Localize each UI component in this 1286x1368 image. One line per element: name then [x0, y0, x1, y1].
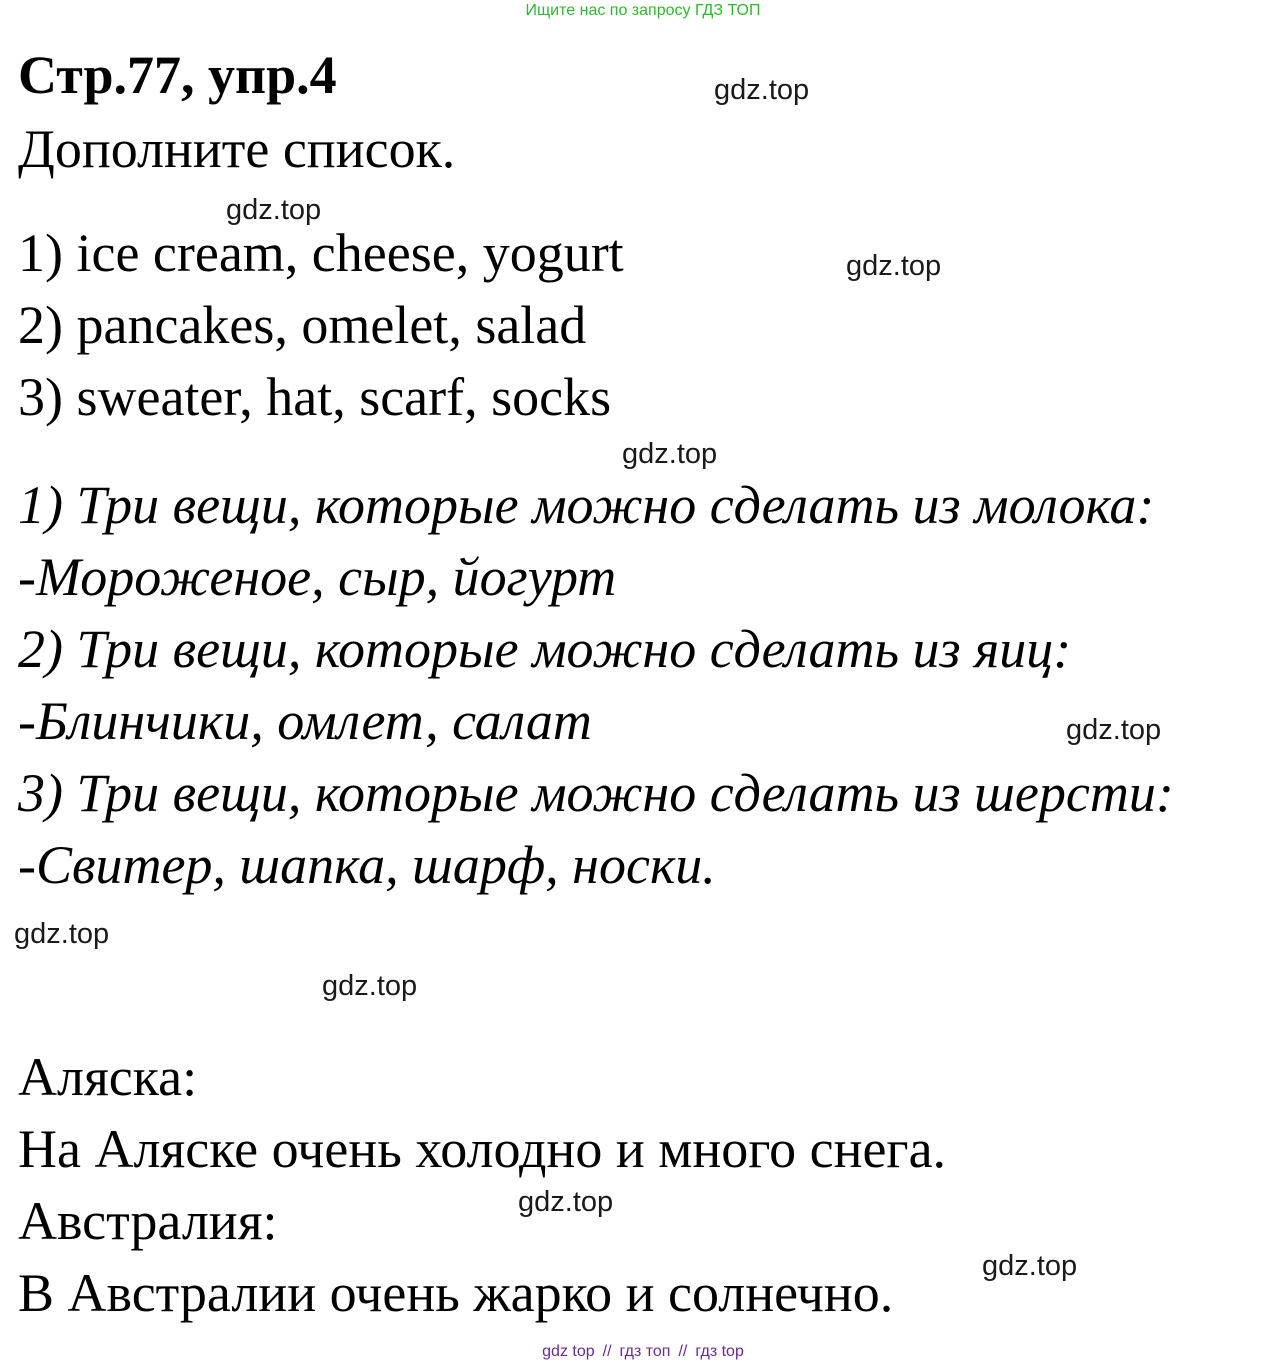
- watermark: gdz.top: [982, 1250, 1078, 1282]
- watermark: gdz.top: [622, 438, 718, 470]
- footer-separator: //: [678, 1343, 688, 1360]
- watermark: gdz.top: [846, 250, 942, 282]
- place-heading-alaska: Аляска:: [18, 1047, 198, 1107]
- english-list-item-2: 2) pancakes, omelet, salad: [18, 295, 587, 355]
- english-list-item-1: 1) ice cream, cheese, yogurt: [18, 223, 624, 283]
- english-list-item-3: 3) sweater, hat, scarf, socks: [18, 367, 612, 427]
- exercise-title: Стр.77, упр.4: [18, 45, 337, 105]
- footer-part-2: гдз топ: [619, 1343, 671, 1360]
- watermark: gdz.top: [714, 74, 810, 106]
- footer-separator: //: [602, 1343, 612, 1360]
- translation-line-5: 3) Три вещи, которые можно сделать из шерсти:: [18, 763, 1174, 823]
- place-text-alaska: На Аляске очень холодно и много снега.: [18, 1119, 947, 1179]
- top-banner: Ищите нас по запросу ГДЗ ТОП: [525, 2, 761, 19]
- watermark: gdz.top: [226, 194, 322, 226]
- watermark: gdz.top: [518, 1186, 614, 1218]
- watermark: gdz.top: [1066, 714, 1162, 746]
- translation-line-1: 1) Три вещи, которые можно сделать из молока:: [18, 475, 1155, 535]
- place-heading-australia: Австралия:: [18, 1191, 278, 1251]
- instruction-text: Дополните список.: [18, 119, 456, 179]
- footer-part-1: gdz top: [542, 1343, 595, 1360]
- footer-part-3: гдз top: [695, 1343, 744, 1360]
- place-text-australia: В Австралии очень жарко и солнечно.: [18, 1263, 894, 1323]
- translation-line-2: -Мороженое, сыр, йогурт: [18, 547, 617, 607]
- translation-line-3: 2) Три вещи, которые можно сделать из яиц:: [18, 619, 1072, 679]
- watermark: gdz.top: [322, 970, 418, 1002]
- translation-line-4: -Блинчики, омлет, салат: [18, 691, 592, 751]
- footer-watermark: [0, 1344, 1286, 1360]
- watermark: gdz.top: [14, 918, 110, 950]
- translation-line-6: -Свитер, шапка, шарф, носки.: [18, 835, 716, 895]
